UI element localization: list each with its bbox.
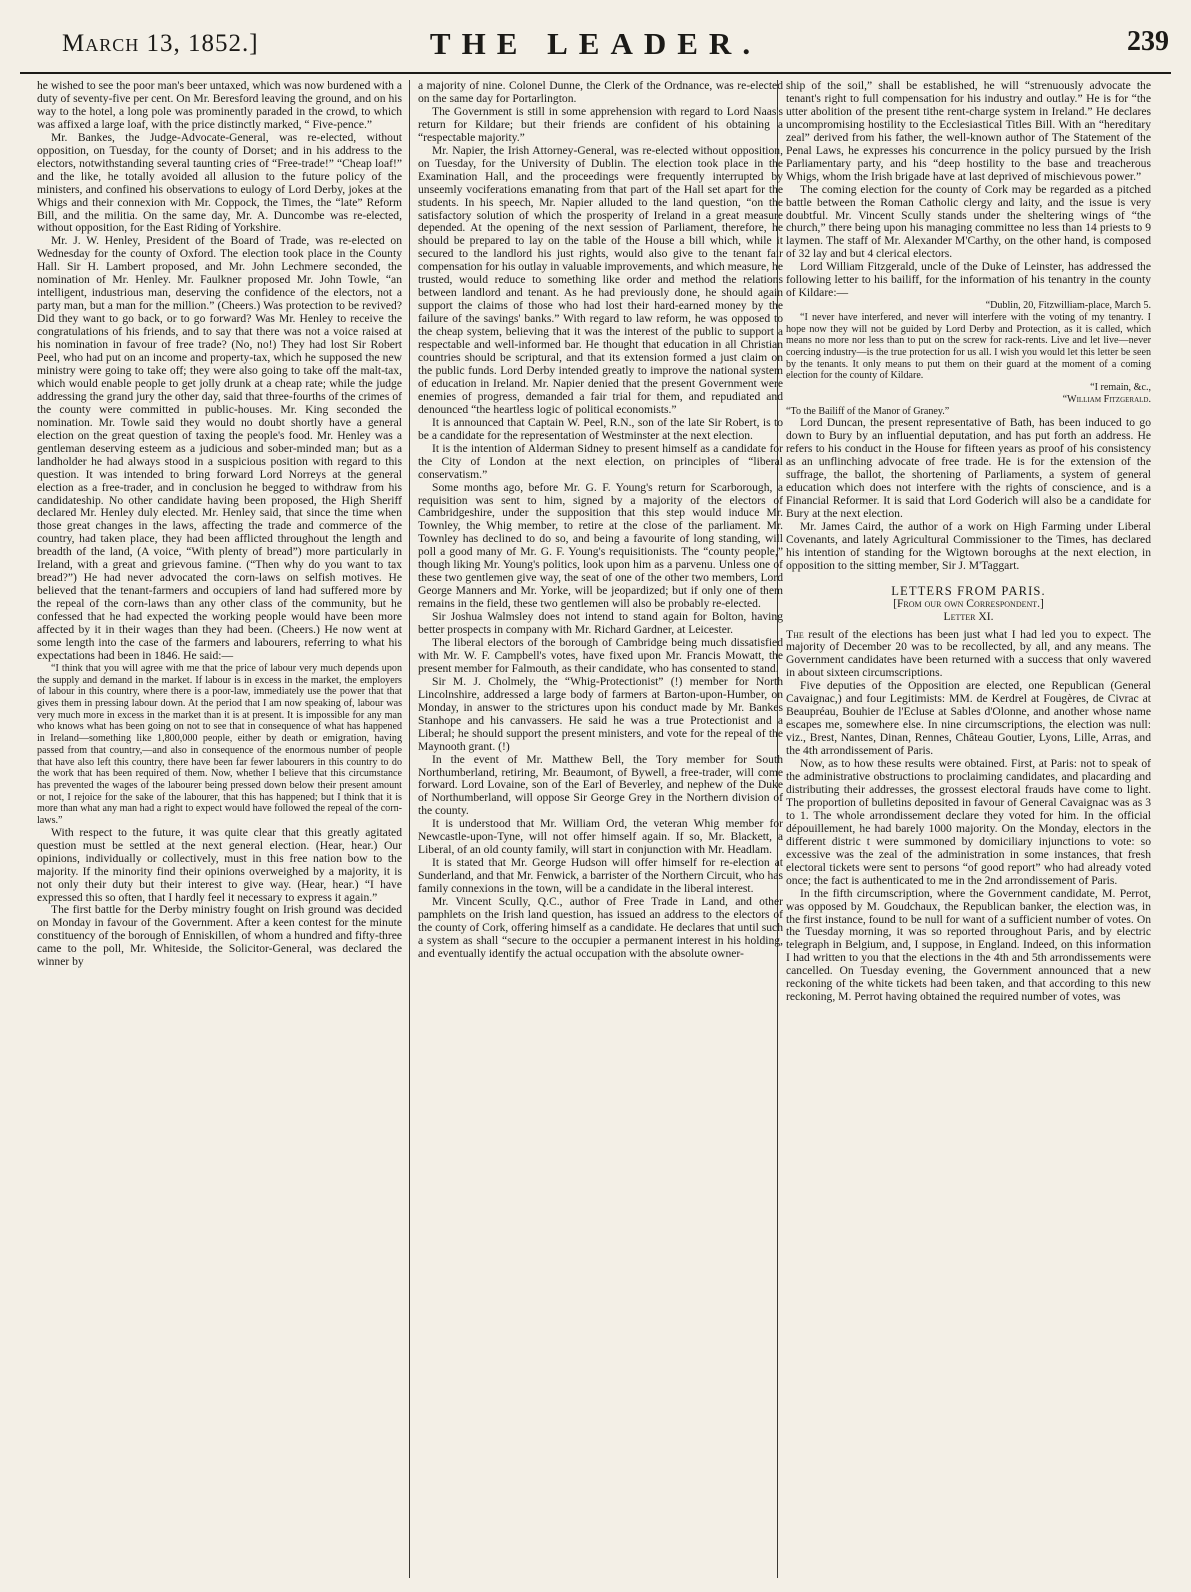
letter-dateline: “Dublin, 20, Fitzwilliam-place, March 5. bbox=[985, 300, 1151, 312]
section-heading: LETTERS FROM PARIS. bbox=[891, 583, 1046, 598]
article-paragraph: Five deputies of the Opposition are elected, one Republican (General Cavaignac,) and four Legitimists: MM. de Kerdrel at Fougères, de Civrac at Beaupréau, Bouhier de l'Ecluse at Sables d'Olonne, and another whose name escapes me, somewhere else. In nine circumscriptions, the election was null: viz., Brest, Nantes, Dinan, Rennes, Château Goutier, Lyons, Lille, Arras, and the 4th arrondissement of Paris. bbox=[786, 679, 1151, 758]
column-3 bbox=[786, 80, 1151, 1580]
article-paragraph bbox=[786, 629, 1151, 681]
article-paragraph: ship of the soil,” shall be established, he will “strenuously advocate the tenant's right to full compensation for his industry and outlay.” He is for “the utter abolition of the present tithe rent-charge system in Ireland.” He declares uncompromising hostility to the Ecclesiastical Titles Bill. With an “hereditary zeal” derived from his father, the well-known author of The Statement of the Penal Laws, he expresses his concurrence in the policy pursued by the Irish Parliamentary party, and his “deep hostility to the base and treacherous Whigs, whom the Irish brigade have at last deprived of mischievous power.” bbox=[786, 80, 1151, 183]
section-heading-block bbox=[786, 585, 1151, 624]
article-paragraph: Lord Duncan, the present representative of Bath, has been induced to go down to Bury by an influential deputation, and has put forth an address. He refers to his conduct in the House for fifteen years as proof of his consistency as an unflinching advocate of free trade. He is for the extension of the suffrage, the ballot, the shortening of Parliaments, a system of general education which does not interfere with the rights of conscience, and is a Financial Reformer. It is said that Lord Goderich will also be a candidate for Bury at the next election. bbox=[786, 416, 1151, 520]
article-paragraph: With respect to the future, it was quite clear that this greatly agitated question must be settled at the next general election. (Hear, hear.) Our opinions, individually or collectively, must in this free nation bow to the majority. If the minority find their opinions overweighed by a majority, it is not only their duty but their interest to give way. (Hear, hear.) “I have expressed this so often, that I hardly feel it necessary to express it again.” bbox=[37, 825, 402, 904]
article-paragraph: It is stated that Mr. George Hudson will offer himself for re-election at Sunderland, and that Mr. Fenwick, a barrister of the Northern Circuit, who has family connexions in the town, will be a candidate in the liberal interest. bbox=[418, 856, 783, 896]
article-paragraph: In the event of Mr. Matthew Bell, the Tory member for South Northumberland, retiring, Mr. Beaumont, of Bywell, a free-trader, will come forward. Lord Lovaine, son of the Earl of Beverley, and nephew of the Duke of Northumberland, will oppose Sir George Grey in the Northern division of the county. bbox=[418, 752, 783, 818]
article-paragraph: Mr. Bankes, the Judge-Advocate-General, was re-elected, without opposition, on Tuesday, for the county of Dorset; and in his address to the electors, notwithstanding several taunting cries of “Free-trade!” “Cheap loaf!” and the like, he totally avoided all allusion to the future policy of the ministers, and confined his observations to eulogy of Lord Derby, jokes at the Whigs and their connexion with Mr. Coppock, the Times, the “late” Reform Bill, and the militia. On the same day, Mr. A. Duncombe was re-elected, without opposition, for the East Riding of Yorkshire. bbox=[37, 130, 402, 235]
article-paragraph: Mr. Vincent Scully, Q.C., author of Free Trade in Land, and other pamphlets on the Irish land question, has issued an address to the electors of the county of Cork, offering himself as a candidate. He declares that until such a system as shall “secure to the occupier a permanent interest in his holding, and eventually identify the actual occupation with the absolute owner- bbox=[418, 895, 783, 960]
page-number: 239 bbox=[1127, 26, 1169, 57]
column-1 bbox=[37, 80, 402, 1580]
article-paragraph: The first battle for the Derby ministry fought on Irish ground was decided on Monday in favour of the Government. After a keen contest for the minute constituency of the borough of Enniskillen, of whom a hundred and fifty-three came to the poll, Mr. Whiteside, the Solicitor-General, was declared the winner by bbox=[37, 903, 402, 969]
letter-signature: “William Fitzgerald. bbox=[1062, 393, 1151, 405]
article-paragraph: Sir M. J. Cholmely, the “Whig-Protectionist” (!) member for North Lincolnshire, addressed a large body of farmers at Barton-upon-Humber, on Monday, in answer to the strictures upon his conduct made by Mr. Bankes Stanhope and his canvassers. He said he was a true Protectionist and a Liberal; he should support the present ministers, and vote for the repeal of the Maynooth grant. (!) bbox=[418, 674, 783, 753]
article-paragraph: Now, as to how these results were obtained. First, at Paris: not to speak of the administrative obstructions to proclaiming candidates, and placarding and distributing their addresses, the grossest electoral frauds have come to light. The proportion of bulletins deposited in favour of General Cavaignac was as 3 to 1. The whole arrondissement declare they voted for him. In the official dépouillement, he had barely 1000 majority. On the Monday, electors in the different distric t were summoned by domiciliary injunctions to vote: so excessive was the zeal of the administration in some instances, that fresh electoral tickets were sent to persons “of good report” who had already voted once; the fact is authenticated to me in the 2nd arrondissement of Paris. bbox=[786, 757, 1151, 887]
newspaper-title: THE LEADER. bbox=[429, 26, 762, 61]
letter-close: “I remain, &c., bbox=[1090, 382, 1151, 394]
letter-number: Letter XI. bbox=[943, 609, 994, 623]
article-paragraph: It is the intention of Alderman Sidney to present himself as a candidate for the City of London at the next election, on principles of “liberal conservatism.” bbox=[418, 441, 783, 481]
article-paragraph: Mr. James Caird, the author of a work on High Farming under Liberal Covenants, and lately Agricultural Commissioner to the Times, has declared his intention of standing for the Wigtown boroughs at the next election, in opposition to the sitting member, Sir J. M'Taggart. bbox=[786, 519, 1151, 572]
section-byline: [From our own Correspondent.] bbox=[893, 596, 1044, 610]
article-paragraph: The liberal electors of the borough of Cambridge being much dissatisfied with Mr. W. F. Campbell's votes, have fixed upon Mr. Francis Mowatt, the present member for Falmouth, as their candidate, who has consented to stand. bbox=[418, 635, 783, 675]
issue-date: March 13, 1852.] bbox=[62, 30, 259, 57]
article-paragraph: he wished to see the poor man's beer untaxed, which was now burdened with a duty of seventy-five per cent. On Mr. Beresford leaving the ground, and on his way to the hotel, a long pole was prominently paraded in the crowd, to which was affixed a large loaf, with the price distinctly marked, “ Five-pence.” bbox=[37, 80, 402, 131]
article-paragraph: It is understood that Mr. William Ord, the veteran Whig member for Newcastle-upon-Tyne, will not offer himself again. If so, Mr. Blackett, a Liberal, of an old county family, will start in conjunction with Mr. Headlam. bbox=[418, 817, 783, 857]
article-paragraph: Mr. Napier, the Irish Attorney-General, was re-elected without opposition, on Tuesday, for the University of Dublin. The election took place in the Examination Hall, and the proceedings were frequently interrupted by unseemly vociferations emanating from that part of the Hall set apart for the students. In his speech, Mr. Napier alluded to the land question, “on the satisfactory solution of which the prosperity of Ireland in a great measure depended. At the opening of the next session of Parliament, therefore, he should be prepared to lay on the table of the House a bill which, while it secured to the landlord his just rights, would also give to the tenant fair compensation for his outlay in valuable improvements, and which measure, he trusted, would reduce to something like order and method the relations between landlord and tenant. As he had previously done, he should again support the claims of those who had lost their hard-earned money by the failure of the savings' banks.” With regard to law reform, he was opposed to the cheap system, believing that it was the interest of the public to support a respectable and well-informed bar. He thought that education in all Christian countries should be scriptural, and that its extension formed a just claim on the public funds. Lord Derby intended greatly to improve the national system of education in Ireland. Mr. Napier denied that the present Government were enemies of progress, demanded a fair trial for them, and repudiated and denounced “the heartless logic of political economists.” bbox=[418, 143, 783, 416]
quoted-speech: “I think that you will agree with me that the price of labour very much depends upon the supply and demand in the market. If labour is in excess in the market, the employers of labour in this country, where there is a poor-law, immediately use the power that that gives them in pressing labour down. At the period that I am now speaking of, labour was very much more in excess in the market than it is at present. It is impossible for any man who knows what has been going on not to see that in consequence of what has happened in Ireland—something like 1,800,000 people, either by death or emigration, having passed from that country,—and also in consequence of the enormous number of people that have also left this country, there have been far fewer labourers in this country to do the work that has been required of them. Now, whether I believe that this circumstance has prevented the wages of the labourer being pressed down below their present amount or not, I rejoice for the sake of the labourer, that this has happened; but I think that it is more than what any man had a right to expect would have followed the repeal of the corn-laws.” bbox=[37, 662, 402, 827]
article-paragraph: It is announced that Captain W. Peel, R.N., son of the late Sir Robert, is to be a candidate for the representation of Westminster at the next election. bbox=[418, 415, 783, 442]
article-paragraph: Lord William Fitzgerald, uncle of the Duke of Leinster, has addressed the following letter to his bailiff, for the information of his tenantry in the county of Kildare:— bbox=[786, 260, 1151, 300]
article-paragraph: The Government is still in some apprehension with regard to Lord Naas's return for Kildare; but their friends are confident of his obtaining a “respectable majority.” bbox=[418, 104, 783, 144]
article-paragraph: Sir Joshua Walmsley does not intend to stand again for Bolton, having better prospects in company with Mr. Richard Gardner, at Leicester. bbox=[418, 610, 783, 637]
lead-word: The bbox=[786, 627, 804, 641]
letter-address: “To the Bailiff of the Manor of Graney.” bbox=[786, 405, 950, 417]
column-rule bbox=[409, 80, 410, 1578]
article-paragraph: Some months ago, before Mr. G. F. Young's return for Scarborough, a requisition was sent to him, signed by a majority of the electors of Cambridgeshire, under the supposition that this step would induce Mr. Townley, the Whig member, to retire at the close of the parliament. Mr. Townley has declined to do so, and being a favourite of long standing, will poll a good many of Mr. G. F. Young's requisitionists. The “county people,” though liking Mr. Young's politics, look upon him as a parvenu. Unless one of these two gentlemen give way, the seat of one of the other two members, Lord George Manners and Mr. Yorke, will be jeopardized; but if only one of them remains in the field, these two gentlemen will also be probably re-elected. bbox=[418, 480, 783, 611]
article-paragraph: Mr. J. W. Henley, President of the Board of Trade, was re-elected on Wednesday for the county of Oxford. The election took place in the County Hall. Sir H. Lambert proposed, and Mr. John Lechmere seconded, the nomination of Mr. Henley. Mr. Faulkner proposed Mr. John Towle, “an intelligent, industrious man, deserving the confidence of the electors, not a party man, but a man for the million.” (Cheers.) Was protection to be revived? Did they want to go back, or to go forward? Was Mr. Henley to receive the congratulations of his friends, and to say that there was not a voice raised at his nomination in favour of free trade? (No, no!) They had lost Sir Robert Peel, who had put on an income and property-tax, which he supposed the new ministry were going to take off; they were also going to take off the malt-tax, which would enable people to get jolly drunk at a cheap rate; while the judge addressing the grand jury the other day, said that three-fourths of the crimes of the county were committed in public-houses. Mr. King seconded the nomination. Mr. Towle said they would no doubt shortly have a general election on the great question of taxing the people's food. Mr. Henley was a gentleman deserving esteem as a judicious and sober-minded man; but as a landholder he had always stood in a suspicious position with regard to this question. It was intended to bring forward Lord Norreys at the general election as a free-trader, and in conclusion he begged to withdraw from his candidateship. No other candidate having been proposed, the High Sheriff declared Mr. Henley duly elected. Mr. Henley said, that since the time when those great changes in the laws, affecting the trade and commerce of the country, had taken place, they had been afflicted throughout the length and breadth of the land, (A voice, “With plenty of bread”) more particularly in Ireland, with a great and grievous famine. (“Then why do you want to tax bread?”) He had never advocated the corn-laws on selfish motives. He believed that the tenant-farmers and occupiers of land had suffered more by the repeal of the corn-laws than any other class of the community, but he confessed that he had expected the working people would have been more affected by it in their wages than they had been. (Cheers.) He now went at some length into the case of the farmers and labourers, referring to what his expectations had been in 1846. He said:— bbox=[37, 234, 402, 662]
article-paragraph: The coming election for the county of Cork may be regarded as a pitched battle between the Roman Catholic clergy and laity, and the issue is very doubtful. Mr. Vincent Scully stands under the sheltering wings of “the church,” there being upon his managing committee no less than 14 priests to 9 laymen. The staff of Mr. Alexander M'Carthy, on the other hand, is composed of 32 lay and but 4 clerical electors. bbox=[786, 182, 1151, 261]
article-paragraph: a majority of nine. Colonel Dunne, the Clerk of the Ordnance, was re-elected on the same day for Portarlington. bbox=[418, 80, 783, 105]
article-paragraph: In the fifth circumscription, where the Government candidate, M. Perrot, was opposed by M. Goudchaux, the Republican banker, the election was, in the first instance, found to be null for want of a sufficient number of votes. On the Tuesday morning, it was so reported throughout Paris, and by electric telegraph in Belgium, and, I suppose, in England. Indeed, on this information I had written to you that the elections in the 4th and 5th arrondissements were cancelled. On Tuesday evening, the Government announced that a new reckoning of the white tickets had been taken, and that according to this new reckoning, M. Perrot having obtained the required number of votes, was bbox=[786, 886, 1151, 1004]
letter-body: “I never have interfered, and never will interfere with the voting of my tenantry. I hope now they will not be guided by Lord Derby and Protection, as it is called, which means no more nor less than to put on the screw for rack-rents. Live and let live—never coercing industry—is the true protection for us all. I wish you would let this letter be seen by the tenants. It only means to put them on their guard at the moment of a coming election for the county of Kildare. bbox=[786, 311, 1151, 382]
masthead bbox=[20, 22, 1171, 74]
column-2 bbox=[418, 80, 783, 1580]
lead-text: result of the elections has been just what I had led you to expect. The majority of December 20 was to be recollected, by all, and any means. The Government candidates have been returned with a success that only wavered in about sixteen circumscriptions. bbox=[786, 627, 1151, 680]
